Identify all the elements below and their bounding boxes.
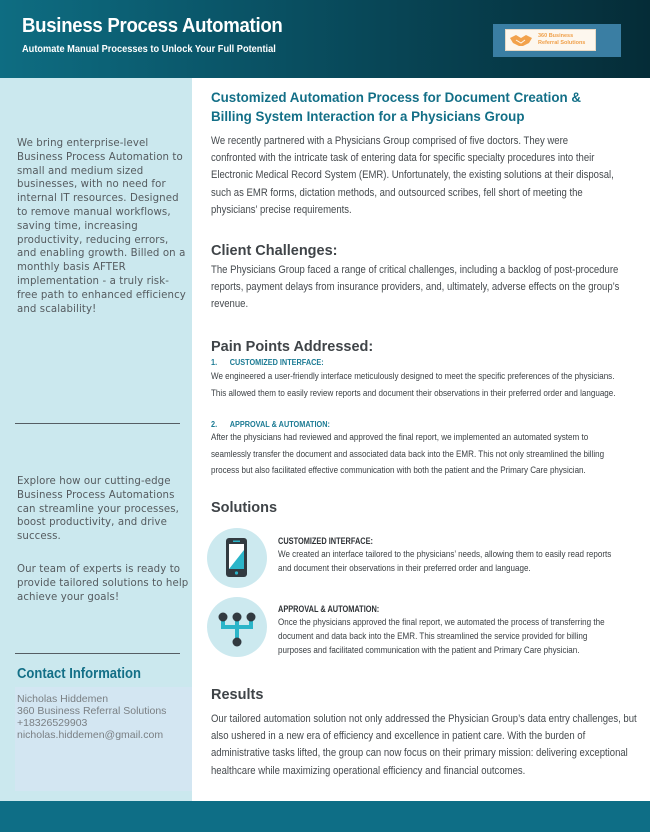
results-paragraph: Our tailored automation solution not only addressed the Physician Group’s data entry challenges, but also ushered in a new era of efficiency and excellence in patient care. With the burden of administrative tasks lifted, the group can now focus on their primary mission: delivering exceptional healthcare while maximizing operational efficiency and financial outcomes. xyxy=(211,713,637,777)
contact-title: Contact Information xyxy=(17,666,141,682)
sidebar xyxy=(0,78,192,801)
solution-text: Once the physicians approved the final report, we automated the process of transferring the document and data back into the EMR. This streamlined the service provided for billing purposes and facilitated communication with the patient and Primary Care physician. xyxy=(278,617,605,656)
header-subtitle: Automate Manual Processes to Unlock Your Full Potential xyxy=(22,43,276,55)
sidebar-intro: We bring enterprise-level Business Process Automation to small and medium sized businesses, with no need for internal IT resources. Designed to remove manual workflows, saving time, increasing productivity, reducing errors, and enabling growth. Billed on a monthly basis AFTER implementation - a truly risk-free path to enhanced efficiency and scalability! xyxy=(17,138,186,315)
logo-text xyxy=(538,33,585,47)
contact-name: Nicholas Hiddemen xyxy=(17,693,109,705)
header-title: Business Process Automation xyxy=(22,15,283,37)
logo-line-2: Referral Solutions xyxy=(538,40,586,46)
tablet-icon-circle xyxy=(207,528,267,588)
pain-point-label xyxy=(211,357,324,367)
sidebar-explore: Explore how our cutting-edge Business Process Automations can streamline your processes, boost productivity, and drive success. xyxy=(17,476,179,543)
pain-point-title: APPROVAL & AUTOMATION: xyxy=(229,419,330,429)
solution-label: CUSTOMIZED INTERFACE: xyxy=(278,536,373,546)
contact-box xyxy=(15,687,192,791)
solution-text: We created an interface tailored to the physicians’ needs, allowing them to easily read reports and document their observations in their preferred order and language. xyxy=(278,549,612,574)
sidebar-team: Our team of experts is ready to provide tailored solutions to help achieve your goals! xyxy=(17,564,189,603)
challenges-heading: Client Challenges: xyxy=(211,243,338,259)
logo-line-1: 360 Business xyxy=(538,33,574,39)
sidebar-divider xyxy=(15,423,180,424)
pain-point-text: After the physicians had reviewed and approved the final report, we implemented an automated system to seamlessly transfer the document and associated data back into the EMR. This not only streamlined the billing process but also facilitated effective communication with both the patient and the Primary Care physician. xyxy=(211,432,605,476)
contact-email[interactable]: nicholas.hiddemen@gmail.com xyxy=(17,729,164,741)
contact-company: 360 Business Referral Solutions xyxy=(17,705,167,717)
footer-bar xyxy=(0,801,650,832)
pain-point-label xyxy=(211,419,330,429)
results-heading: Results xyxy=(211,687,264,703)
page-title: Customized Automation Process for Document Creation & Billing System Interaction for a Physicians Group xyxy=(211,90,582,125)
pain-point-title: CUSTOMIZED INTERFACE: xyxy=(229,357,324,367)
workflow-icon-circle xyxy=(207,597,267,657)
logo-card xyxy=(505,29,596,51)
pain-point-number: 2. xyxy=(211,419,218,429)
tablet-icon xyxy=(207,528,267,588)
challenges-paragraph: The Physicians Group faced a range of critical challenges, including a backlog of post-procedure reports, payment delays from insurance providers, and, ultimately, adverse effects on the group’s revenue. xyxy=(211,264,620,311)
pain-points-heading: Pain Points Addressed: xyxy=(211,339,374,355)
sidebar-divider xyxy=(15,653,180,654)
contact-phone[interactable]: +18326529903 xyxy=(17,717,88,729)
intro-paragraph: We recently partnered with a Physicians Group comprised of five doctors. They were confronted with the intricate task of entering data for specific specialty procedures into their Electronic Medical Record System (EMR). Unfortunately, the existing solutions at their disposal, such as EMR forms, dictation methods, and outsourced scribes, fell short of meeting the physicians’ precise requirements. xyxy=(211,135,614,216)
solutions-heading: Solutions xyxy=(211,500,278,516)
workflow-icon xyxy=(207,597,267,657)
pain-point-text: We engineered a user-friendly interface meticulously designed to meet the specific preferences of the physicians. This allowed them to easily review reports and document their observations in their preferred order and language. xyxy=(211,371,616,399)
handshake-icon xyxy=(509,33,533,48)
header-banner xyxy=(0,0,650,78)
solution-label: APPROVAL & AUTOMATION: xyxy=(278,604,380,614)
pain-point-number: 1. xyxy=(211,357,218,367)
company-logo xyxy=(493,24,621,57)
